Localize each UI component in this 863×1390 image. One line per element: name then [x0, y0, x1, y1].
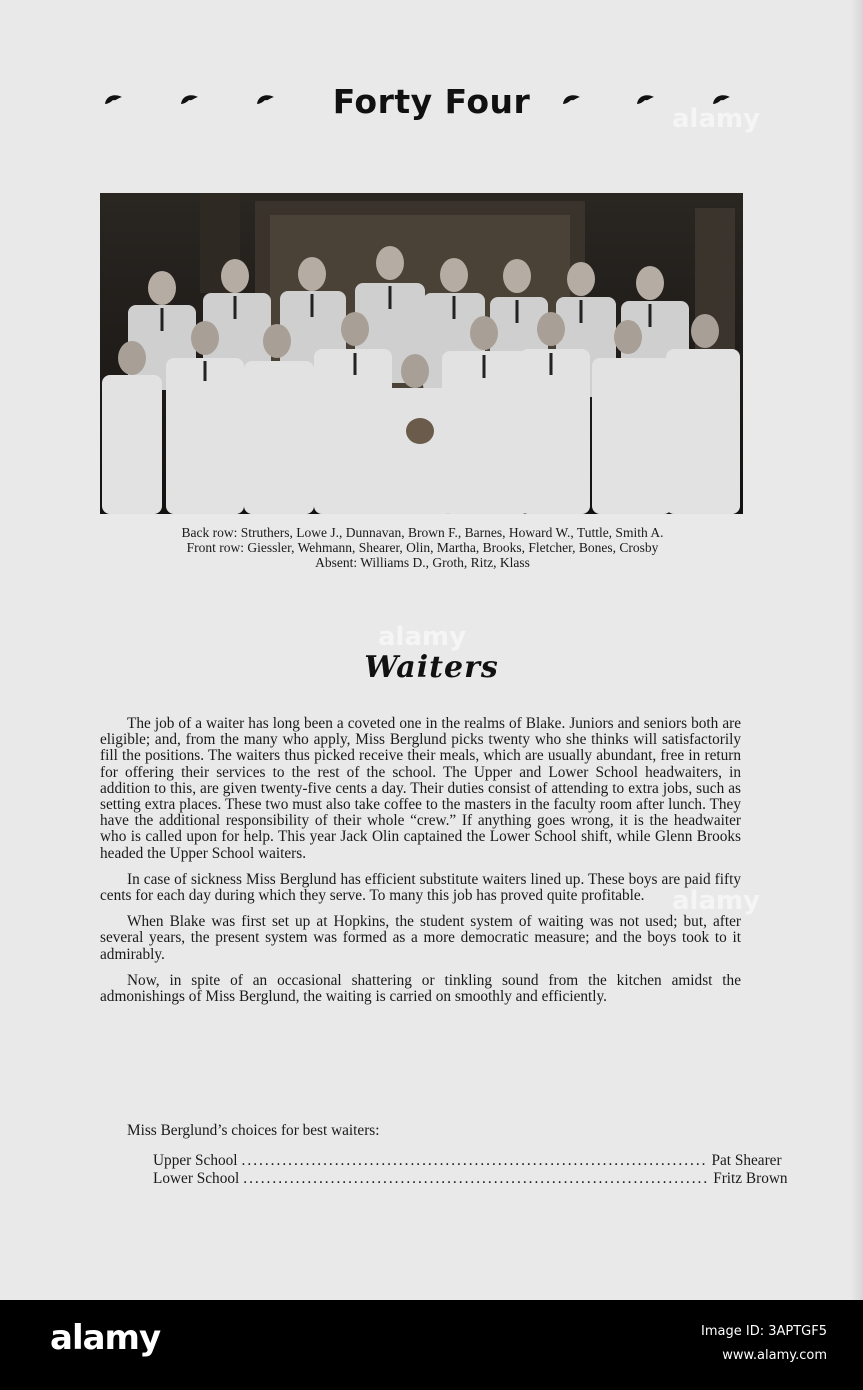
image-id: Image ID: 3APTGF5	[701, 1324, 827, 1339]
choice-row	[153, 1170, 788, 1187]
choice-row	[153, 1152, 782, 1169]
paragraph: The job of a waiter has long been a coveted one in the realms of Blake. Juniors and seniors both are eligible; and, from the many who apply, Miss Berglund picks twenty who she thinks will satisfactorily fill the positions. The waiters thus picked receive their meals, which are usually abundant, free in return for offering their services to the rest of the school. The Upper and Lower School headwaiters, in addition to this, are given twenty-five cents a day. Their duties consist of attending to extra jobs, such as setting extra places. These two must also take coffee to the masters in the faculty room after lunch. They have the additional responsibility of their whole “crew.” If anything goes wrong, it is the headwaiter who is called upon for help. This year Jack Olin captained the Lower School shift, while Glenn Brooks headed the Upper School waiters.	[100, 715, 741, 862]
paragraph: In case of sickness Miss Berglund has efficient substitute waiters lined up. These boys are paid fifty cents for each day during which they serve. To many this job has proved quite profitable.	[100, 870, 741, 905]
choice-name: Pat Shearer	[711, 1152, 782, 1169]
caption-absent: Absent: Williams D., Groth, Ritz, Klass	[315, 555, 530, 570]
leaf-ornament-icon	[636, 92, 656, 106]
leaf-ornament-icon	[562, 92, 582, 106]
watermark-logo: alamy	[672, 104, 761, 134]
choice-label: Lower School	[153, 1170, 240, 1187]
choice-label: Upper School	[153, 1152, 238, 1169]
leader-dots: ................................................................................	[241, 1152, 708, 1169]
choices-intro: Miss Berglund’s choices for best waiters:	[127, 1122, 380, 1139]
watermark-logo: alamy	[378, 622, 467, 652]
paragraph: When Blake was first set up at Hopkins, the student system of waiting was not used; but, after several years, the present system was formed as a more democratic measure; and the boys took to it admirably.	[100, 913, 741, 963]
photo-caption	[95, 525, 750, 570]
caption-front-row: Front row: Giessler, Wehmann, Shearer, Olin, Martha, Brooks, Fletcher, Bones, Crosby	[186, 540, 659, 555]
article-body	[100, 716, 741, 1015]
paragraph: Now, in spite of an occasional shattering or tinkling sound from the kitchen amidst the admonishings of Miss Berglund, the waiting is carried on smoothly and efficiently.	[100, 971, 741, 1006]
caption-back-row: Back row: Struthers, Lowe J., Dunnavan, Brown F., Barnes, Howard W., Tuttle, Smith A.	[181, 525, 664, 540]
footer-image-info	[701, 1320, 827, 1368]
section-title: Waiters	[364, 650, 499, 685]
leader-dots: ................................................................................	[243, 1170, 710, 1187]
watermark-logo: alamy	[672, 886, 761, 916]
page-title: Forty Four	[332, 82, 531, 121]
site-url: www.alamy.com	[722, 1348, 827, 1363]
group-photo	[100, 193, 743, 514]
footer-logo: alamy	[50, 1318, 161, 1358]
choice-name: Fritz Brown	[713, 1170, 788, 1187]
